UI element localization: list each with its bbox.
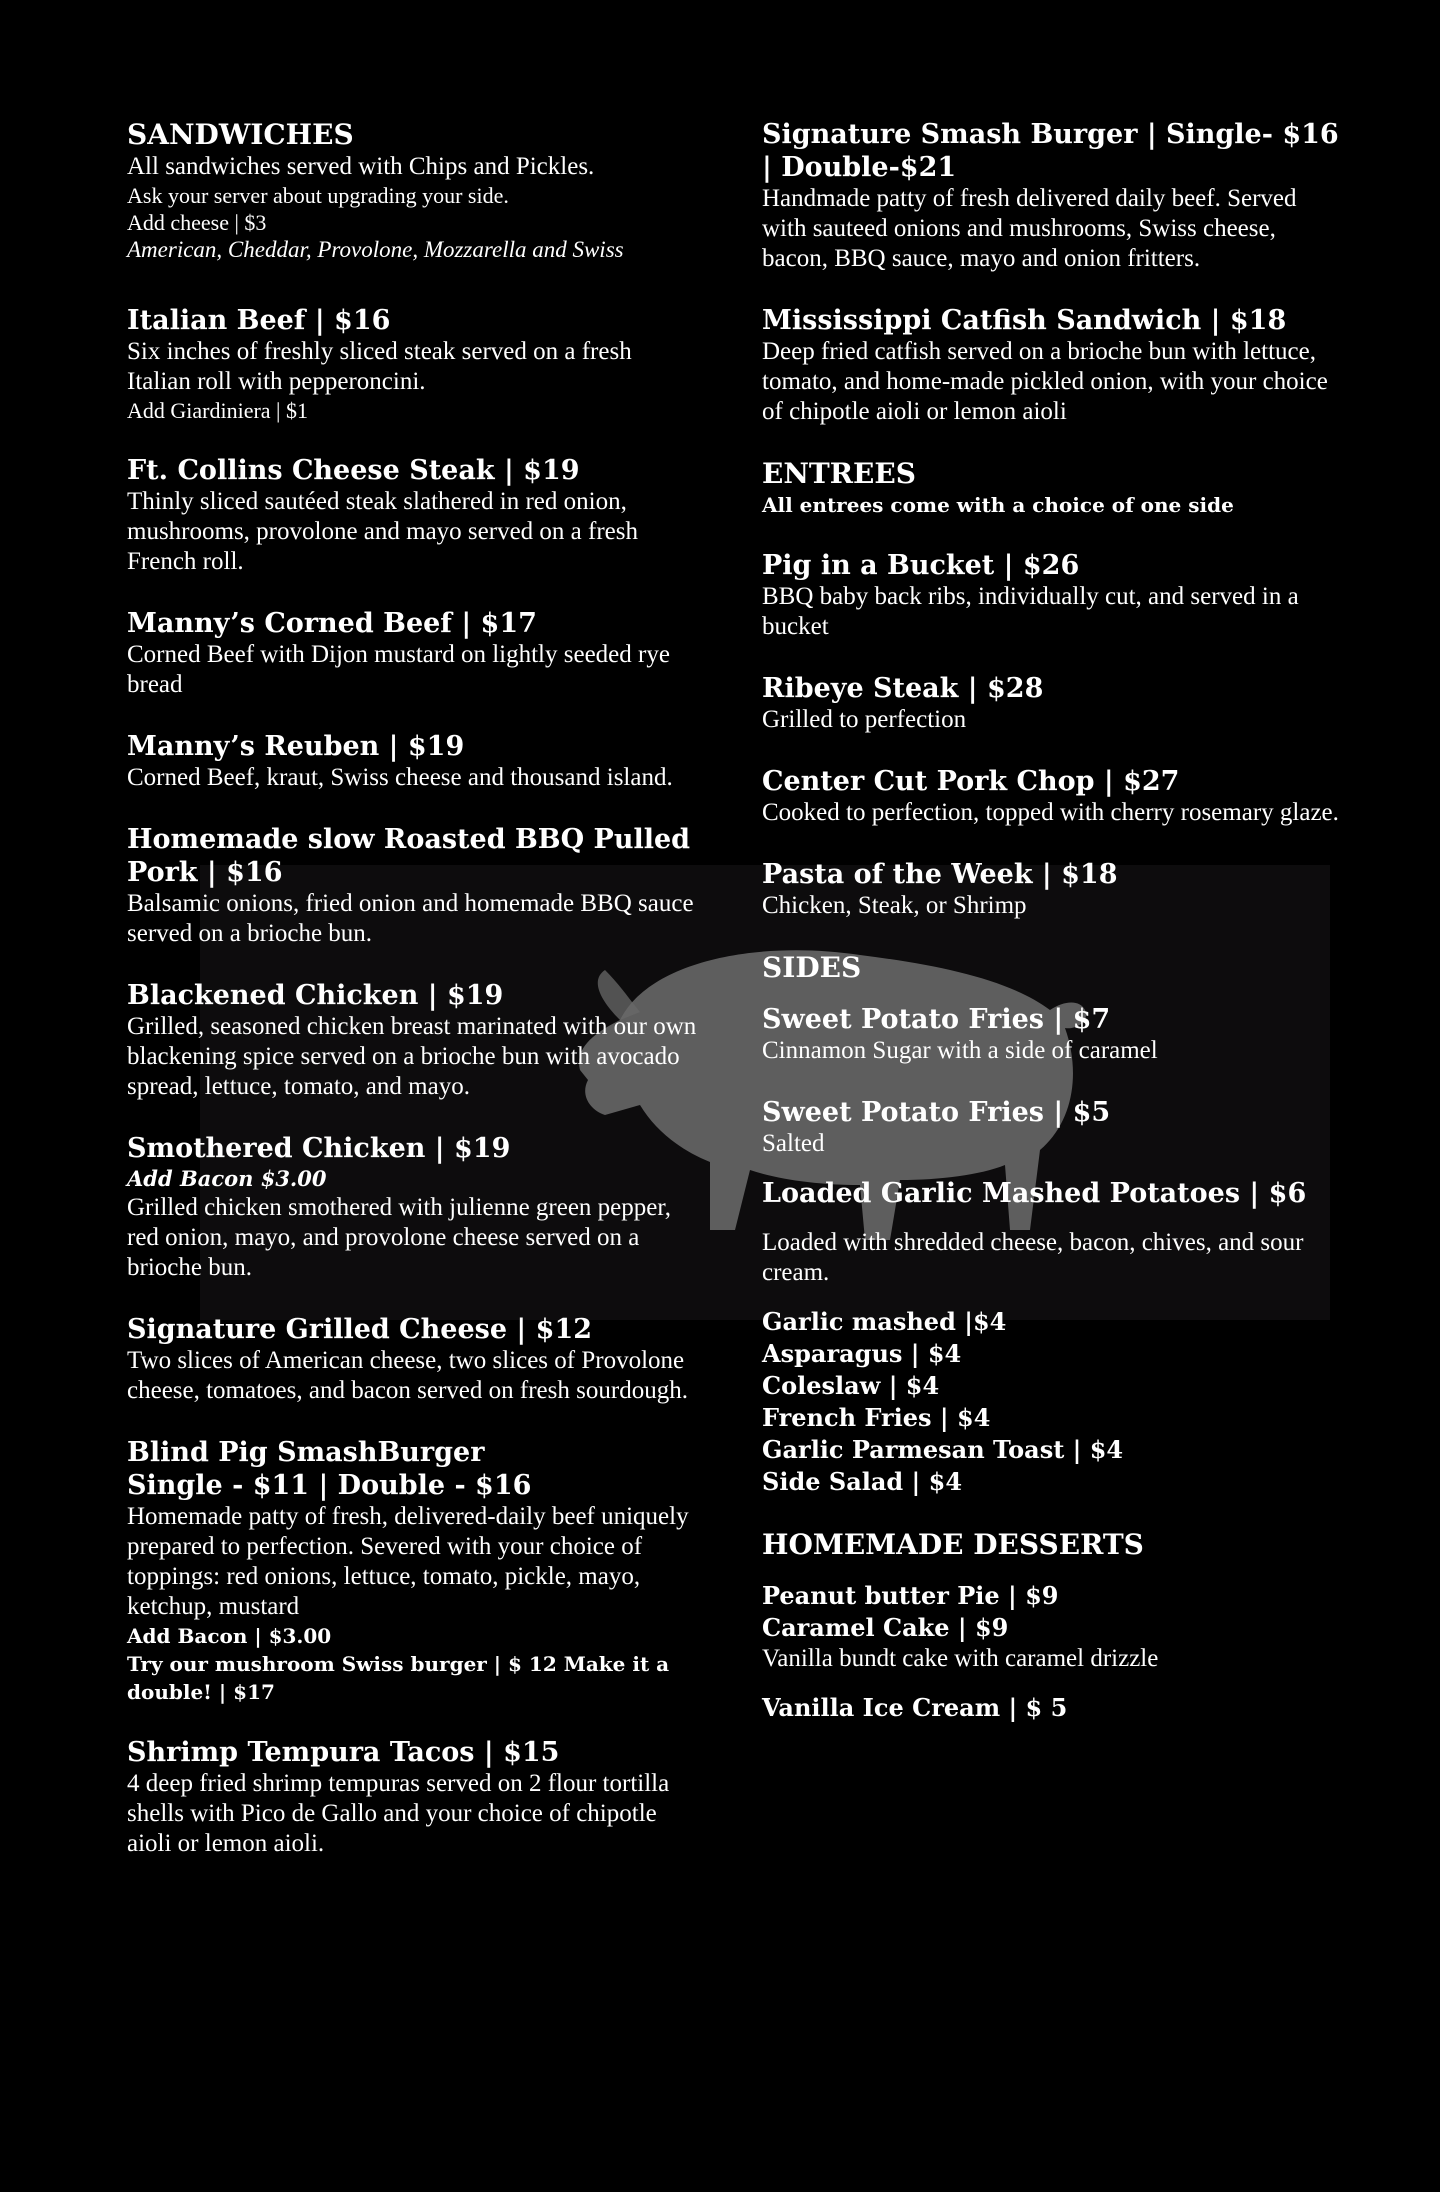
item-price: Single - $11 | Double - $16 xyxy=(127,1470,532,1501)
menu-item-cheese-steak xyxy=(127,454,697,577)
menu-item-corned-beef xyxy=(127,607,697,700)
item-description: Corned Beef with Dijon mustard on lightly seeded rye bread xyxy=(127,641,670,698)
sides-heading: SIDES xyxy=(762,951,862,984)
menu-item-loaded-mashed xyxy=(762,1177,1342,1288)
sandwiches-note: All sandwiches served with Chips and Pickles. xyxy=(127,153,595,180)
item-title: Pig in a Bucket | $26 xyxy=(762,550,1080,581)
item-title: Blackened Chicken | $19 xyxy=(127,980,504,1011)
caramel-cake-description: Vanilla bundt cake with caramel drizzle xyxy=(762,1645,1159,1672)
item-title: Manny’s Reuben | $19 xyxy=(127,731,465,762)
item-title: Ft. Collins Cheese Steak | $19 xyxy=(127,455,580,486)
menu-item-italian-beef xyxy=(127,304,697,424)
item-description: Deep fried catfish served on a brioche bun with lettuce, tomato, and home-made pickled onion, with your choice of chipotle aioli or lemon aioli xyxy=(762,338,1328,425)
item-description: Balsamic onions, fried onion and homemade BBQ sauce served on a brioche bun. xyxy=(127,890,694,947)
sandwiches-upgrade-note: Ask your server about upgrading your side. xyxy=(127,183,509,208)
list-item: Garlic Parmesan Toast | $4 xyxy=(762,1435,1124,1464)
item-addon: Add Bacon $3.00 xyxy=(127,1166,327,1191)
item-description: Handmade patty of fresh delivered daily beef. Served with sauteed onions and mushrooms, Swiss cheese, bacon, BBQ sauce, mayo and onion fritters. xyxy=(762,185,1297,272)
list-item: Asparagus | $4 xyxy=(762,1339,962,1368)
desserts-heading: HOMEMADE DESSERTS xyxy=(762,1528,1144,1561)
item-description: Grilled to perfection xyxy=(762,706,967,733)
item-description: Grilled chicken smothered with julienne green pepper, red onion, mayo, and provolone cheese served on a brioche bun. xyxy=(127,1194,671,1281)
item-title: Homemade slow Roasted BBQ Pulled Pork | $16 xyxy=(127,824,691,888)
menu-item-shrimp-tacos xyxy=(127,1736,697,1859)
item-description: Cooked to perfection, topped with cherry rosemary glaze. xyxy=(762,799,1339,826)
item-title: Smothered Chicken | $19 xyxy=(127,1133,511,1164)
item-description: 4 deep fried shrimp tempuras served on 2 flour tortilla shells with Pico de Gallo and your choice of chipotle aioli or lemon aioli. xyxy=(127,1770,670,1857)
menu-item-reuben xyxy=(127,730,697,793)
item-title: Shrimp Tempura Tacos | $15 xyxy=(127,1737,560,1768)
item-description: Two slices of American cheese, two slices of Provolone cheese, tomatoes, and bacon served on fresh sourdough. xyxy=(127,1347,688,1404)
item-title: Center Cut Pork Chop | $27 xyxy=(762,766,1180,797)
sandwiches-heading: SANDWICHES xyxy=(127,118,354,151)
item-title: Sweet Potato Fries | $5 xyxy=(762,1097,1111,1128)
add-cheese-note: Add cheese | $3 xyxy=(127,210,267,235)
list-item: Coleslaw | $4 xyxy=(762,1371,940,1400)
menu-item-blackened-chicken xyxy=(127,979,697,1102)
list-item: Garlic mashed |$4 xyxy=(762,1307,1007,1336)
list-item: Side Salad | $4 xyxy=(762,1467,963,1496)
menu-item-ribeye xyxy=(762,672,1342,735)
list-item: French Fries | $4 xyxy=(762,1403,991,1432)
item-description: BBQ baby back ribs, individually cut, and served in a bucket xyxy=(762,583,1299,640)
item-title: Signature Smash Burger | Single- $16 | Double-$21 xyxy=(762,119,1339,183)
entrees-note: All entrees come with a choice of one side xyxy=(762,493,1234,517)
item-title: Mississippi Catfish Sandwich | $18 xyxy=(762,305,1287,336)
item-title: Manny’s Corned Beef | $17 xyxy=(127,608,537,639)
left-column xyxy=(127,118,697,1859)
item-description: Salted xyxy=(762,1130,825,1157)
item-description: Chicken, Steak, or Shrimp xyxy=(762,892,1027,919)
menu-item-pork-chop xyxy=(762,765,1342,828)
item-title: Blind Pig SmashBurger xyxy=(127,1437,485,1468)
item-title: Signature Grilled Cheese | $12 xyxy=(127,1314,593,1345)
menu-item-caramel-cake: Caramel Cake | $9 xyxy=(762,1613,1009,1642)
item-addon: Add Giardiniera | $1 xyxy=(127,398,308,423)
item-addon-2: Try our mushroom Swiss burger | $ 12 Make it a double! | $17 xyxy=(127,1652,670,1704)
item-title: Loaded Garlic Mashed Potatoes | $6 xyxy=(762,1178,1307,1209)
item-title: Ribeye Steak | $28 xyxy=(762,673,1044,704)
menu-item-pig-bucket xyxy=(762,549,1342,642)
menu-item-grilled-cheese xyxy=(127,1313,697,1406)
menu-item-catfish xyxy=(762,304,1342,427)
item-title: Italian Beef | $16 xyxy=(127,305,391,336)
menu-item-sweet-fries-cinnamon xyxy=(762,1003,1342,1066)
menu-item-smothered-chicken xyxy=(127,1132,697,1283)
item-description: Corned Beef, kraut, Swiss cheese and thousand island. xyxy=(127,764,673,791)
sides-list xyxy=(762,1306,1342,1498)
item-title: Pasta of the Week | $18 xyxy=(762,859,1118,890)
menu-item-smash-burger xyxy=(762,118,1342,274)
menu-item-ice-cream: Vanilla Ice Cream | $ 5 xyxy=(762,1693,1068,1722)
menu-item-pulled-pork xyxy=(127,823,697,949)
item-description: Thinly sliced sautéed steak slathered in red onion, mushrooms, provolone and mayo served on a fresh French roll. xyxy=(127,488,638,575)
menu-item-sweet-fries-salted xyxy=(762,1096,1342,1159)
item-description: Grilled, seasoned chicken breast marinated with our own blackening spice served on a brioche bun with avocado spread, lettuce, tomato, and mayo. xyxy=(127,1013,697,1100)
right-column xyxy=(762,118,1342,1724)
item-description: Homemade patty of fresh, delivered-daily beef uniquely prepared to perfection. Severed with your choice of toppings: red onions, lettuce, tomato, pickle, mayo, ketchup, mustard xyxy=(127,1503,689,1620)
menu-item-pasta xyxy=(762,858,1342,921)
item-description: Loaded with shredded cheese, bacon, chives, and sour cream. xyxy=(762,1229,1304,1286)
menu-item-blind-pig-burger xyxy=(127,1436,697,1706)
item-description: Cinnamon Sugar with a side of caramel xyxy=(762,1037,1158,1064)
item-addon: Add Bacon | $3.00 xyxy=(127,1624,332,1648)
item-title: Sweet Potato Fries | $7 xyxy=(762,1004,1111,1035)
menu-item-peanut-pie: Peanut butter Pie | $9 xyxy=(762,1581,1059,1610)
item-description: Six inches of freshly sliced steak served on a fresh Italian roll with pepperoncini. xyxy=(127,338,632,395)
entrees-heading: ENTREES xyxy=(762,457,916,490)
cheese-options: American, Cheddar, Provolone, Mozzarella and Swiss xyxy=(127,237,624,262)
